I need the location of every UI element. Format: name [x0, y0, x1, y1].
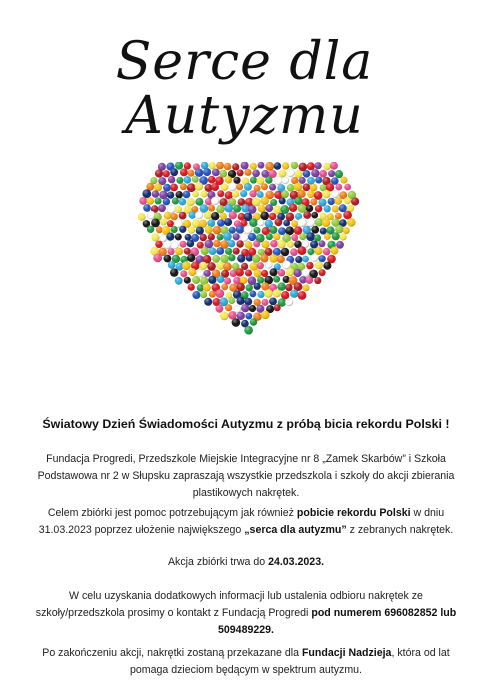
- paragraph-beneficiary: Po zakończeniu akcji, nakrętki zostaną przekazane dla Fundacji Nadzieja, która od lat pomaga dzieciom będącym w spektrum autyzmu.: [42, 647, 450, 676]
- headline: Światowy Dzień Świadomości Autyzmu z próbą bicia rekordu Polski !: [42, 417, 450, 431]
- title-line-1: Serce dla: [115, 32, 374, 92]
- paragraph-deadline: Akcja zbiórki trwa do 24.03.2023.: [167, 556, 325, 568]
- title-line-2: Autyzmu: [125, 86, 364, 146]
- paragraph-organizers: Fundacja Progredi, Przedszkole Miejskie Integracyjne nr 8 „Zamek Skarbów” i Szkoła Podstawowa nr 2 w Słupsku zapraszają wszystkie przedszkola i szkoły do akcji zbierania plastikowych nakrętek.: [37, 453, 455, 499]
- heart-of-bottle-caps-icon: [130, 162, 366, 376]
- paragraph-contact: W celu uzyskania dodatkowych informacji lub ustalenia odbioru nakrętek ze szkoły/przedszkola prosimy o kontakt z Fundacją Progredi pod numerem 696082852 lub 509489229.: [35, 590, 457, 636]
- paragraph-goal: Celem zbiórki jest pomoc potrzebującym jak również pobicie rekordu Polski w dniu 31.03.2023 poprzez ułożenie największego „serca dla autyzmu” z zebranych nakrętek.: [38, 507, 454, 536]
